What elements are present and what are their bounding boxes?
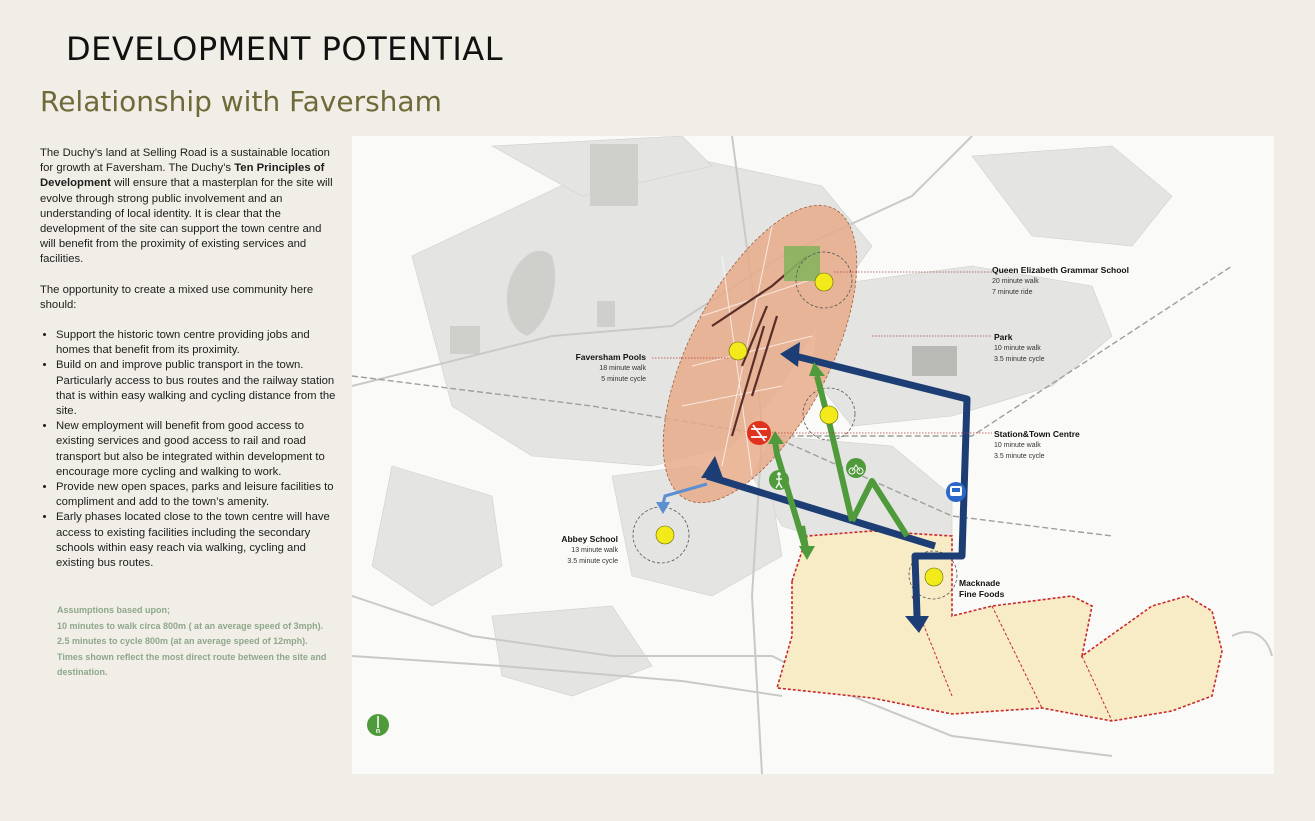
intro-text-part: The Duchy’s land at Selling Road is a sustainable location for growth at Faversham. The Duchy’s [40, 147, 330, 175]
walk-time: 18 minute walk [599, 365, 646, 372]
walk-time: 13 minute walk [571, 547, 618, 554]
destination-name: Abbey School [561, 534, 618, 544]
label-faversham-pools [532, 352, 646, 385]
marker-macknade[interactable] [925, 568, 943, 586]
ten-principles-emphasis: Ten Principles of Development [40, 162, 325, 190]
opportunity-list [40, 328, 340, 571]
walk-time: 10 minute walk [994, 345, 1041, 352]
bus-icon [946, 482, 966, 502]
label-park [994, 332, 1074, 365]
destination-name: Faversham Pools [575, 352, 646, 362]
assumptions-line: Times shown reflect the most direct route between the site and destination. [57, 651, 327, 677]
destination-name: Station&Town Centre [994, 429, 1080, 439]
label-abbey-school [522, 534, 618, 567]
cycle-time: 7 minute ride [992, 289, 1033, 296]
marker-park[interactable] [820, 406, 838, 424]
label-macknade [959, 578, 1039, 600]
intro-text [40, 146, 340, 571]
intro-paragraph-2: The opportunity to create a mixed use community here should: [40, 283, 314, 311]
map-canvas [352, 136, 1274, 774]
label-qegs [992, 265, 1160, 298]
destination-name: Park [994, 332, 1013, 342]
cycle-time: 3.5 minute cycle [567, 558, 618, 565]
label-station-town-centre [994, 429, 1114, 462]
marker-abbey-school[interactable] [656, 526, 674, 544]
development-site[interactable] [777, 531, 1222, 721]
faversham-map[interactable] [352, 136, 1274, 774]
rail-icon [747, 421, 771, 445]
destination-name: Macknade [959, 578, 1001, 588]
walk-icon [769, 470, 789, 490]
list-item: • New employment will benefit from good access to existing services and good access to rail and road transport but also be integrated within development to encourage more cycling and walking to work. [56, 419, 340, 480]
list-item: • Early phases located close to the town centre will have access to existing facilities including the secondary schools within easy reach via walking, cycling and existing bus routes. [56, 510, 340, 571]
cycle-icon [846, 458, 866, 478]
page-subtitle: Relationship with Faversham [40, 85, 442, 118]
cycle-time: 3.5 minute cycle [994, 453, 1045, 460]
walk-time: 10 minute walk [994, 442, 1041, 449]
destination-name: Queen Elizabeth Grammar School [992, 265, 1129, 275]
park-green [784, 246, 820, 281]
marker-pools[interactable] [729, 342, 747, 360]
cycle-time: 5 minute cycle [601, 376, 646, 383]
assumptions-line: 10 minutes to walk circa 800m ( at an average speed of 3mph). [57, 620, 324, 631]
marker-qegs[interactable] [815, 273, 833, 291]
intro-paragraph-1 [40, 146, 340, 268]
walk-time: 20 minute walk [992, 278, 1039, 285]
intro-text-part: will ensure that a masterplan for the site will evolve through strong public involvement and an understanding of local identity. It is clear that the development of the site can support the town centre and will benefit from the proximity of existing services and facilities. [40, 177, 333, 266]
north-label: n [375, 728, 381, 735]
list-item: • Provide new open spaces, parks and leisure facilities to compliment and add to the town’s amenity. [56, 480, 340, 510]
cycle-time: 3.5 minute cycle [994, 356, 1045, 363]
assumptions-line: 2.5 minutes to cycle 800m (at an average speed of 12mph). [57, 636, 308, 646]
list-item: • Build on and improve public transport in the town. Particularly access to bus routes and the railway station that is within easy walking and cycling distance from the site. [56, 358, 340, 419]
page-title: DEVELOPMENT POTENTIAL [66, 30, 504, 68]
assumptions-note [57, 603, 357, 681]
list-item: • Support the historic town centre providing jobs and homes that benefit from its proximity. [56, 328, 340, 358]
destination-name: Fine Foods [959, 589, 1005, 599]
assumptions-heading: Assumptions based upon; [57, 605, 171, 615]
